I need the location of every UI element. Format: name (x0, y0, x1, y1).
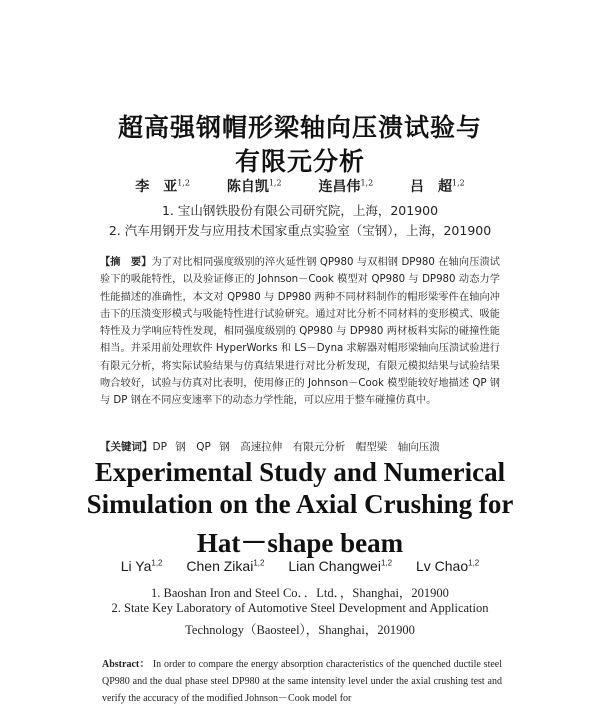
chinese-abstract-text: 为了对比相同强度级别的淬火延性钢 QP980 与双相钢 DP980 在轴向压溃试验下的吸能特性，以及验证修正的 Johnson－Cook 模型对 QP980 与 DP980 动态力学性能描述的准确性，本文对 QP980 与 DP980 两种不同材料制作的帽形梁零件在轴向冲击下的压溃变形模式与吸能特性进行试验研究。通过对比分析不同材料的变形模式、吸能特性及力学响应特性发现，相同强度级别的 QP980 与 DP980 两材板料实际的碰撞性能相当。并采用前处理软件 HyperWorks 和 LS－Dyna 求解器对帽形梁轴向压溃试验进行有限元分析，将实际试验结果与仿真结果进行对比分析发现，有限元模拟结果与试验结果吻合较好，试验与仿真对比表明，使用修正的 Johnson－Cook 模型能较好地描述 QP 钢与 DP 钢在不同应变速率下的动态力学性能，可以应用于整车碰撞仿真中。 (100, 257, 500, 407)
chinese-authors (0, 176, 600, 196)
english-abstract (102, 656, 502, 707)
author-en-4-sup: 1,2 (468, 558, 480, 568)
chinese-title-line-2: 有限元分析 (234, 147, 365, 176)
english-title-line-3: Hat－shape beam (196, 528, 404, 558)
author-zh-2-name: 陈自凯 (226, 179, 269, 195)
english-affiliation-1: 1. Baoshan Iron and Steel Co．．Ltd．，Shanghai，201900 (151, 586, 449, 600)
author-zh-1-name: 李 亚 (135, 179, 178, 195)
author-en-1-name: Li Ya (120, 558, 152, 574)
author-zh-1-sup: 1,2 (177, 178, 190, 188)
author-en-2-name: Chen Zikai (186, 558, 254, 574)
author-en-3-name: Lian Changwei (288, 558, 381, 574)
english-affiliation-2: 2. State Key Laboratory of Automotive Steel Development and Application (111, 601, 489, 615)
english-abstract-text: In order to compare the energy absorption characteristics of the quenched ductile steel QP980 and the dual phase steel DP980 at the same intensity level under the axial crushing test and verify the accuracy of the modified Johnson－Cook model for (102, 659, 502, 704)
author-en-4 (416, 558, 479, 574)
author-en-1 (121, 558, 163, 574)
author-zh-3-name: 连昌伟 (318, 179, 361, 195)
english-title-line-2: Simulation on the Axial Crushing for (86, 489, 514, 519)
author-zh-1 (135, 179, 190, 195)
author-zh-4-name: 吕 超 (410, 179, 453, 195)
chinese-affiliation-1: 1. 宝山钢铁股份有限公司研究院，上海，201900 (161, 203, 439, 218)
chinese-keywords (100, 439, 510, 454)
chinese-keywords-text: DP 钢 QP 钢 高速拉伸 有限元分析 帽型梁 轴向压溃 (152, 441, 440, 453)
chinese-title-line-1: 超高强钢帽形梁轴向压溃试验与 (117, 113, 482, 142)
author-zh-4-sup: 1,2 (452, 178, 465, 188)
author-en-2-sup: 1,2 (253, 558, 265, 568)
chinese-abstract-label: 【摘 要】 (100, 257, 152, 268)
author-en-1-sup: 1,2 (151, 558, 163, 568)
author-zh-2-sup: 1,2 (268, 178, 282, 188)
english-abstract-label: Abstract： (102, 659, 150, 670)
author-zh-2 (227, 179, 282, 195)
author-en-3-sup: 1,2 (380, 558, 393, 568)
author-en-2 (186, 558, 264, 574)
author-zh-3-sup: 1,2 (360, 178, 374, 188)
chinese-abstract (100, 254, 500, 410)
author-zh-4 (410, 179, 465, 195)
chinese-affiliation-2: 2. 汽车用钢开发与应用技术国家重点实验室（宝钢），上海，201900 (108, 223, 492, 238)
english-affiliation-2-cont: Technology（Baosteel），Shanghai，201900 (185, 623, 415, 637)
english-title-line-1: Experimental Study and Numerical (94, 457, 506, 487)
chinese-keywords-label: 【关键词】 (100, 441, 153, 453)
author-zh-3 (318, 179, 373, 195)
author-en-3 (288, 558, 392, 574)
english-authors (0, 558, 600, 574)
author-en-4-name: Lv Chao (415, 558, 469, 574)
